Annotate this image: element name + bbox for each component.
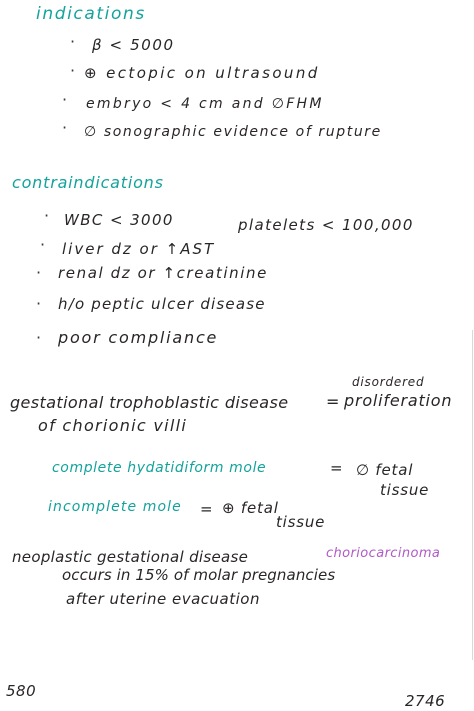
gtd-equals: = [326, 392, 342, 411]
choriocarcinoma-term: choriocarcinoma [326, 546, 441, 561]
indication-embryo: embryo < 4 cm and ∅FHM [86, 96, 324, 112]
bullet-icon: · [40, 235, 46, 254]
indication-ectopic: ⊕ ectopic on ultrasound [84, 64, 320, 82]
bullet-icon: · [44, 206, 50, 225]
incomplete-mole-equals: = [200, 500, 215, 518]
page-number: 580 [6, 682, 37, 700]
neoplastic-term: neoplastic gestational disease [12, 548, 249, 566]
contra-compliance: poor compliance [58, 328, 219, 347]
indication-beta: β < 5000 [92, 36, 175, 54]
incomplete-mole-label: incomplete mole [48, 499, 182, 515]
bullet-icon: · [70, 61, 76, 80]
contra-ulcer: h/o peptic ulcer disease [58, 295, 266, 313]
contra-platelets: platelets < 100,000 [238, 216, 414, 234]
complete-mole-label: complete hydatidiform mole [52, 460, 267, 476]
neoplastic-timing: after uterine evacuation [66, 590, 260, 608]
bullet-icon: · [70, 32, 76, 51]
bullet-icon: · [36, 263, 42, 282]
indication-rupture: ∅ sonographic evidence of rupture [84, 124, 382, 140]
gtd-term: gestational trophoblastic disease [10, 393, 289, 412]
incomplete-mole-value: ⊕ fetal [222, 499, 279, 517]
bullet-icon: · [62, 118, 68, 137]
contra-liver: liver dz or ↑AST [62, 240, 216, 258]
page-edge-line [472, 330, 473, 660]
complete-mole-value-cont: tissue [380, 481, 430, 499]
gtd-proliferation: proliferation [344, 391, 453, 410]
neoplastic-occurrence: occurs in 15% of molar pregnancies [62, 566, 336, 584]
gtd-annotation: disordered [352, 375, 425, 389]
indications-heading: indications [36, 4, 146, 24]
bullet-icon: · [36, 294, 42, 313]
bullet-icon: · [36, 328, 42, 347]
complete-mole-equals: = [330, 459, 345, 477]
contra-renal: renal dz or ↑creatinine [58, 264, 268, 282]
incomplete-mole-value-cont: tissue [276, 513, 326, 531]
contraindications-heading: contraindications [12, 173, 164, 192]
gtd-definition: of chorionic villi [38, 416, 188, 435]
complete-mole-value: ∅ fetal [356, 461, 414, 479]
contra-wbc: WBC < 3000 [64, 211, 174, 229]
bullet-icon: · [62, 90, 68, 109]
card-number: 2746 [405, 692, 446, 710]
